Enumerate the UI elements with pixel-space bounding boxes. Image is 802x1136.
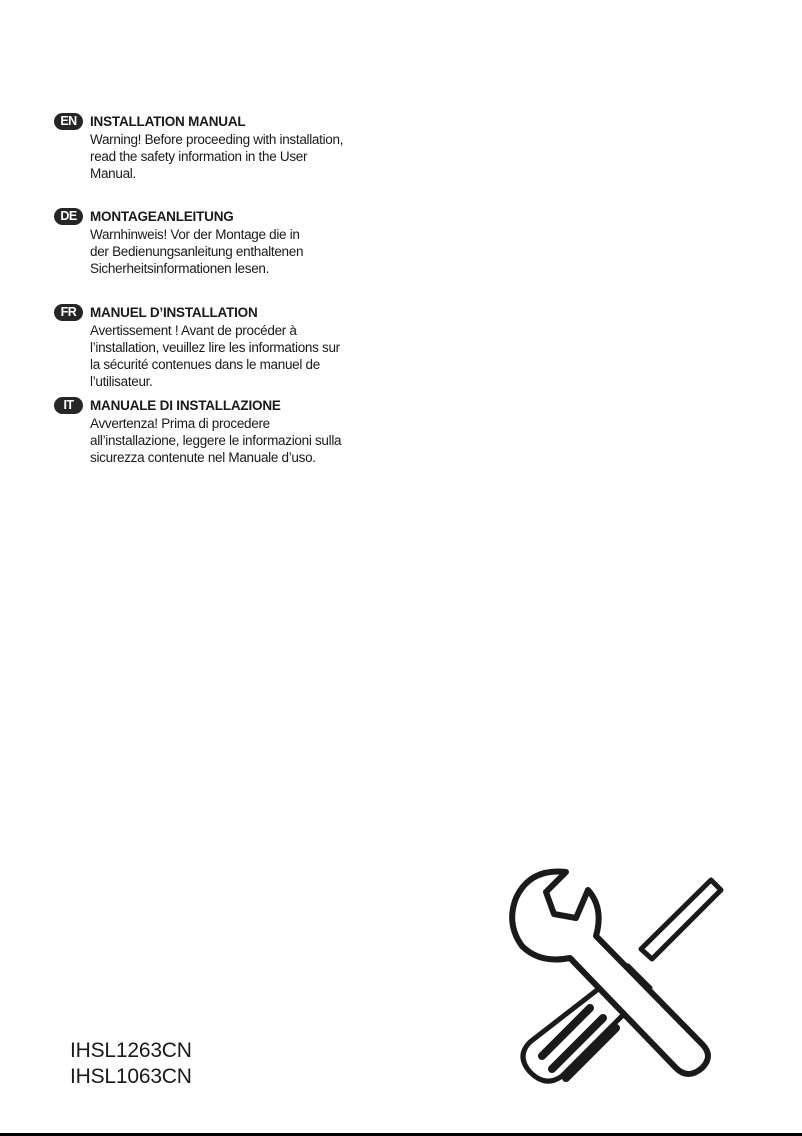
model-numbers xyxy=(70,1038,192,1090)
section-it-heading xyxy=(54,396,374,414)
wrench-screwdriver-icon xyxy=(500,858,750,1093)
warning-line: la sécurité contenues dans le manuel de xyxy=(90,357,320,372)
section-fr-heading xyxy=(54,303,374,321)
section-en-heading xyxy=(54,112,374,130)
warning-line: der Bedienungsanleitung enthaltenen xyxy=(90,244,304,259)
section-fr-warning xyxy=(90,322,380,390)
section-de-heading xyxy=(54,207,374,225)
section-en-warning xyxy=(90,131,380,182)
warning-line: all’installazione, leggere le informazioni sulla xyxy=(90,433,342,448)
warning-line: sicurezza contenute nel Manuale d’uso. xyxy=(90,450,316,465)
section-de-warning xyxy=(90,226,380,277)
warning-line: read the safety information in the User xyxy=(90,149,308,164)
section-en xyxy=(54,112,374,182)
section-it-warning xyxy=(90,415,380,466)
section-fr xyxy=(54,303,374,390)
warning-line: Sicherheitsinformationen lesen. xyxy=(90,261,270,276)
section-it-title: MANUALE DI INSTALLAZIONE xyxy=(90,397,281,413)
section-it xyxy=(54,396,374,466)
model-number: IHSL1063CN xyxy=(70,1065,192,1088)
section-en-title: INSTALLATION MANUAL xyxy=(90,113,246,129)
warning-line: Warnhinweis! Vor der Montage die in xyxy=(90,227,300,242)
model-number: IHSL1263CN xyxy=(70,1039,192,1062)
section-fr-title: MANUEL D’INSTALLATION xyxy=(90,304,258,320)
language-badge-fr: FR xyxy=(54,304,83,321)
warning-line: l’utilisateur. xyxy=(90,374,153,389)
language-badge-it: IT xyxy=(54,397,83,414)
warning-line: Manual. xyxy=(90,166,136,181)
language-badge-de: DE xyxy=(54,208,83,225)
section-de-title: MONTAGEANLEITUNG xyxy=(90,208,234,224)
language-badge-en: EN xyxy=(54,113,83,130)
warning-line: l’installation, veuillez lire les informations sur xyxy=(90,340,340,355)
warning-line: Avvertenza! Prima di procedere xyxy=(90,416,270,431)
warning-line: Warning! Before proceeding with installation, xyxy=(90,132,344,147)
warning-line: Avertissement ! Avant de procéder à xyxy=(90,323,297,338)
section-de xyxy=(54,207,374,277)
